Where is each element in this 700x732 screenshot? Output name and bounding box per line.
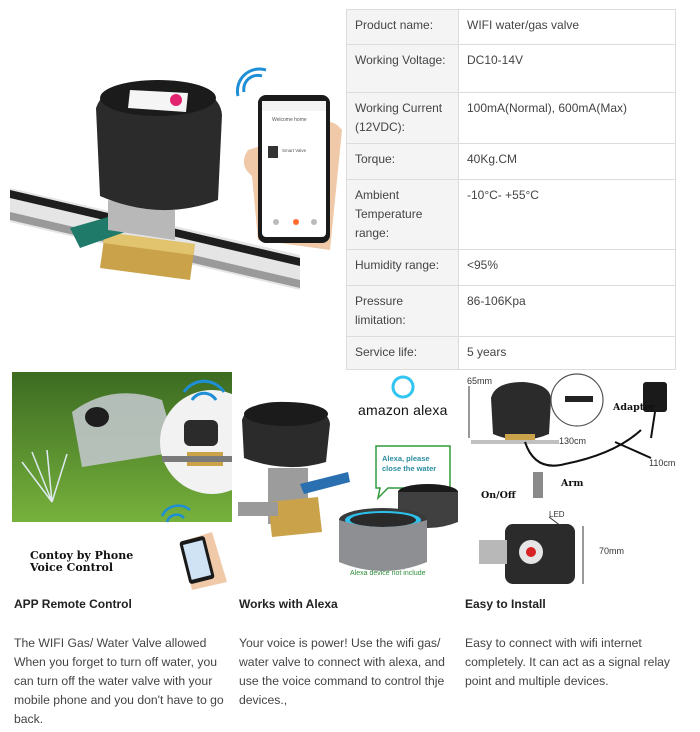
phone-screen-welcome: Welcome home <box>272 117 307 123</box>
feature-body-works-with-alexa: Your voice is power! Use the wifi gas/ water valve to connect with alexa, and use the voice command to control thje devices., <box>239 636 445 707</box>
spec-value: 5 years <box>459 337 676 370</box>
panel1-caption-line2: Voice Control <box>30 561 114 574</box>
on-off-label: On/Off <box>481 490 516 501</box>
arm-label: Arm <box>561 478 584 489</box>
feature-title-works-with-alexa: Works with Alexa <box>239 597 338 611</box>
spec-row-working-current <box>347 93 676 144</box>
spec-row-service-life <box>347 337 676 370</box>
dimension-65mm: 65mm <box>467 376 493 386</box>
spec-value: <95% <box>459 250 676 286</box>
feature-body-app-remote-control: The WIFI Gas/ Water Valve allowed When you forget to turn off water, you can turn off the water valve with your mobile phone and you don't have to go back. <box>14 636 224 726</box>
feature-body-easy-to-install: Easy to connect with wifi internet completely. It can act as a signal relay point and multiple devices. <box>465 636 671 688</box>
hero-product-image <box>0 0 345 355</box>
app-remote-control-image <box>12 372 232 590</box>
spec-value: 100mA(Normal), 600mA(Max) <box>459 93 676 144</box>
spec-row-ambient-temperature <box>347 180 676 250</box>
spec-key: Humidity range: <box>347 250 459 286</box>
feature-title-app-remote-control: APP Remote Control <box>14 597 132 611</box>
led-label: LED <box>549 510 565 519</box>
spec-key: Working Current (12VDC): <box>347 93 459 144</box>
dimension-70mm: 70mm <box>599 546 625 556</box>
spec-value: -10°C- +55°C <box>459 180 676 250</box>
dimension-130cm: 130cm <box>559 436 587 446</box>
phone-screen-device: Smart Valve <box>282 148 307 153</box>
spec-value: WIFI water/gas valve <box>459 10 676 45</box>
spec-row-product-name <box>347 10 676 45</box>
alexa-speech-bubble-text: Alexa, please close the water <box>382 454 437 473</box>
spec-row-torque <box>347 144 676 180</box>
panel1-caption <box>30 550 133 574</box>
panel1-caption-line1: Contoy by Phone <box>30 549 134 562</box>
spec-row-humidity <box>347 250 676 286</box>
spec-key: Product name: <box>347 10 459 45</box>
spec-value: DC10-14V <box>459 45 676 93</box>
works-with-alexa-image <box>238 372 460 590</box>
spec-row-pressure <box>347 286 676 337</box>
feature-title-easy-to-install: Easy to Install <box>465 597 546 611</box>
alexa-device-note: Alexa device not include <box>350 570 426 577</box>
easy-install-image <box>465 372 687 590</box>
spec-key: Torque: <box>347 144 459 180</box>
spec-row-working-voltage <box>347 45 676 93</box>
spec-table <box>346 9 676 370</box>
alexa-brand-text: amazon alexa <box>358 402 448 418</box>
adapter-label: Adapter <box>613 402 656 413</box>
spec-key: Working Voltage: <box>347 45 459 93</box>
dimension-110cm: 110cm <box>649 458 676 468</box>
spec-key: Pressure limitation: <box>347 286 459 337</box>
spec-value: 40Kg.CM <box>459 144 676 180</box>
spec-key: Service life: <box>347 337 459 370</box>
spec-value: 86-106Kpa <box>459 286 676 337</box>
spec-key: Ambient Temperature range: <box>347 180 459 250</box>
